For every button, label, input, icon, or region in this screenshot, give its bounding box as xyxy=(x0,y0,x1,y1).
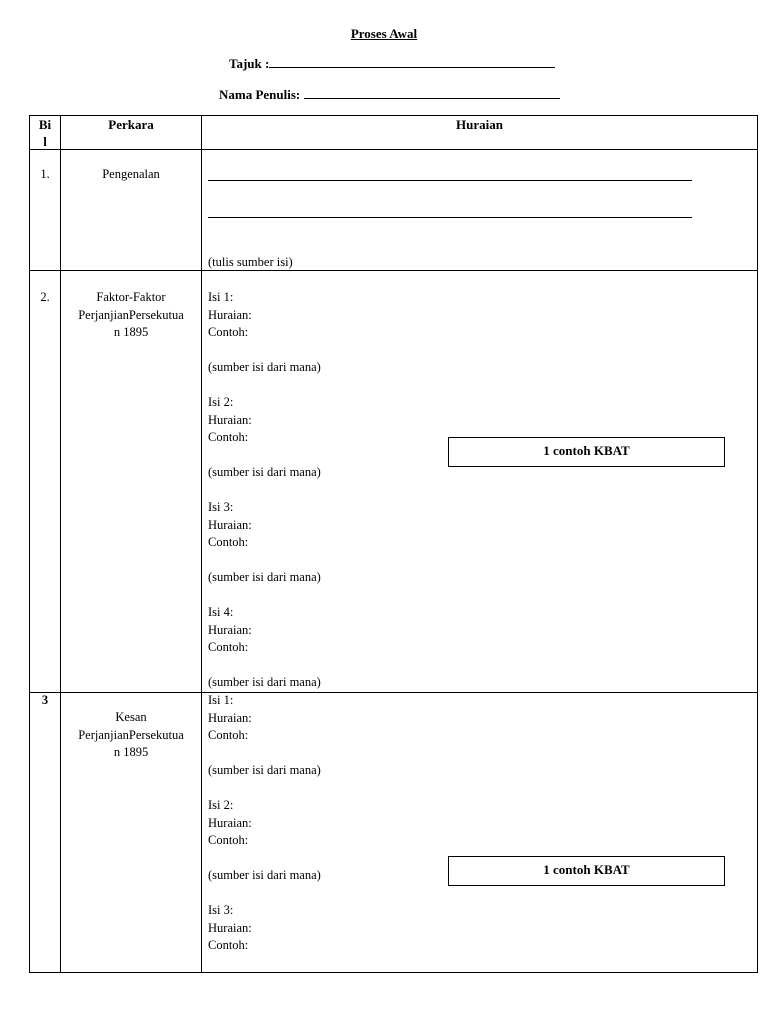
col-divider-1 xyxy=(60,115,61,973)
table-left-border xyxy=(29,115,30,973)
list-item: Isi 2: Huraian: Contoh: (sumber isi dari mana) xyxy=(208,798,321,882)
row1-blank-line-2 xyxy=(208,217,692,218)
row2-bil: 2. xyxy=(40,290,50,304)
tajuk-field xyxy=(229,56,555,72)
list-item: Isi 3: Huraian: Contoh: xyxy=(208,903,252,952)
list-item: Isi 4: Huraian: Contoh: (sumber isi dari mana) xyxy=(208,605,321,689)
col-divider-2 xyxy=(201,115,202,973)
penulis-label: Nama Penulis: xyxy=(219,87,301,102)
row1-blank-line-1 xyxy=(208,180,692,181)
tajuk-blank-line xyxy=(269,56,555,68)
row1-bil: 1. xyxy=(40,167,50,181)
row2-huraian xyxy=(208,289,321,692)
row3-huraian xyxy=(208,692,321,955)
row1-perkara: Pengenalan xyxy=(102,167,160,181)
tajuk-label: Tajuk : xyxy=(229,56,270,71)
col-header-bil: Bi l xyxy=(38,117,52,149)
row3-kbat-box: 1 contoh KBAT xyxy=(448,856,725,886)
row1-source-note: (tulis sumber isi) xyxy=(208,255,293,269)
row3-perkara: Kesan PerjanjianPersekutua n 1895 xyxy=(78,710,184,759)
col-header-huraian: Huraian xyxy=(456,117,503,132)
col-header-perkara: Perkara xyxy=(108,117,154,132)
row2-kbat-box: 1 contoh KBAT xyxy=(448,437,725,467)
page-title: Proses Awal xyxy=(350,26,418,41)
penulis-field xyxy=(219,87,560,103)
list-item: Isi 1: Huraian: Contoh: (sumber isi dari mana) xyxy=(208,693,321,777)
list-item: Isi 2: Huraian: Contoh: (sumber isi dari mana) xyxy=(208,395,321,479)
header-bottom-border xyxy=(29,149,758,150)
list-item: Isi 3: Huraian: Contoh: (sumber isi dari mana) xyxy=(208,500,321,584)
table-right-border xyxy=(757,115,758,973)
table-bottom-border xyxy=(29,972,758,973)
row1-bottom-border xyxy=(29,270,758,271)
list-item: Isi 1: Huraian: Contoh: (sumber isi dari mana) xyxy=(208,290,321,374)
row2-perkara: Faktor-Faktor PerjanjianPersekutua n 1895 xyxy=(78,290,184,339)
penulis-blank-line xyxy=(304,87,560,99)
row3-bil: 3 xyxy=(41,693,49,707)
row2-bottom-border xyxy=(29,692,758,693)
